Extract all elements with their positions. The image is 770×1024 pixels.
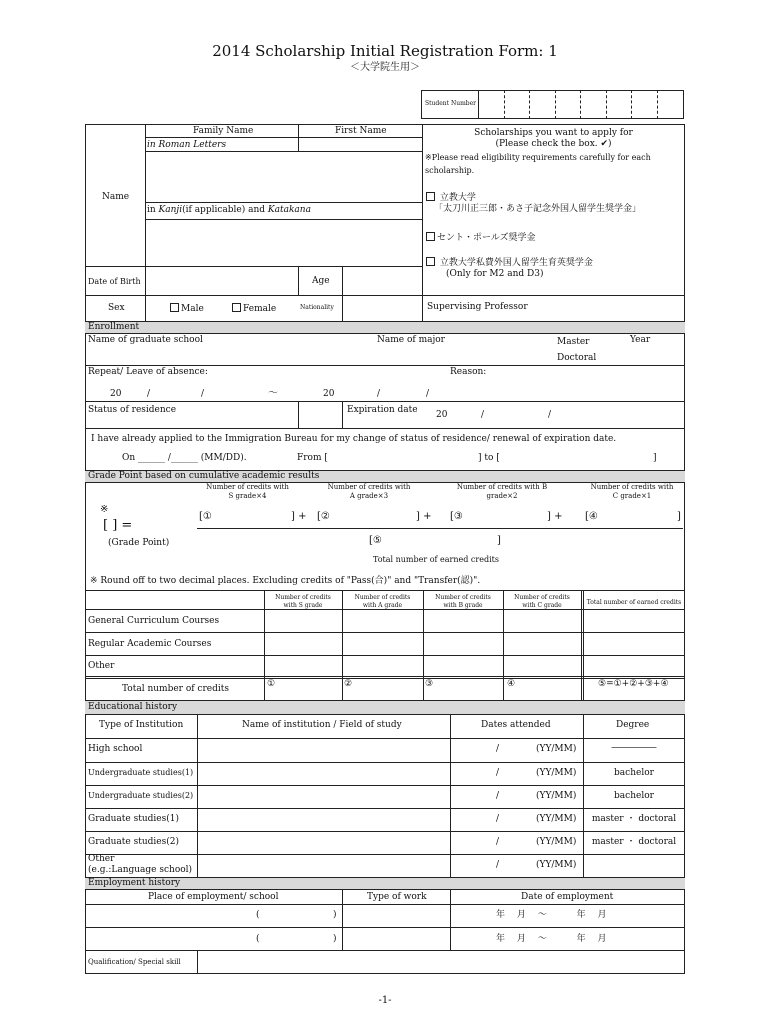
formula-c-close: ] <box>677 511 681 522</box>
expiration-year: 20 <box>436 410 448 420</box>
leave-year-end: 20 <box>323 389 335 399</box>
edu-row-3-yymm: (YY/MM) <box>536 791 577 801</box>
formula-a: [② <box>317 511 330 522</box>
page-title: 2014 Scholarship Initial Registration Form: 1 <box>212 42 558 60</box>
first-name-header: First Name <box>335 126 387 136</box>
fraction-line <box>197 528 683 529</box>
col-b: Number of credits with B grade <box>435 594 491 609</box>
edu-row-3-type: Undergraduate studies(2) <box>88 791 194 800</box>
leave-sep-4: / <box>426 389 430 399</box>
gpa-band-label: Grade Point based on cumulative academic results <box>88 471 320 481</box>
row-general: General Curriculum Courses <box>88 616 220 626</box>
grade-point-label: (Grade Point) <box>108 538 170 548</box>
qualification-label: Qualification/ Special skill <box>88 958 181 966</box>
total-earned-label: Total number of earned credits <box>373 555 499 564</box>
gpa-header-a: Number of credits with A grade×3 <box>327 483 411 500</box>
type-work-header: Type of work <box>367 892 427 902</box>
total-a: ② <box>344 679 353 689</box>
scholarship-note-2: scholarship. <box>425 166 475 175</box>
to-close: ] <box>653 453 657 463</box>
degree-header: Degree <box>616 720 650 730</box>
edu-row-5-degree: master ・ doctoral <box>591 837 677 847</box>
status-label: Status of residence <box>88 405 177 415</box>
total-c: ④ <box>507 679 516 689</box>
from-label: From [ <box>297 453 328 463</box>
sex-label: Sex <box>108 303 125 313</box>
gpa-header-c: Number of credits with C grade×1 <box>590 483 674 500</box>
edu-row-5-type: Graduate studies(2) <box>88 837 179 847</box>
leave-sep-3: / <box>377 389 381 399</box>
edu-row-1-slash: / <box>496 744 500 754</box>
gpa-header-b: Number of credits with B grade×2 <box>456 483 548 500</box>
dates-header: Dates attended <box>481 720 551 730</box>
edu-row-1-type: High school <box>88 744 143 754</box>
formula-a-close: ] + <box>416 511 432 522</box>
row-other: Other <box>88 661 115 671</box>
kanji-katakana-label: in Kanji(if applicable) and Katakana <box>147 205 311 215</box>
edu-row-4-yymm: (YY/MM) <box>536 814 577 824</box>
edu-row-2-yymm: (YY/MM) <box>536 768 577 778</box>
formula-s-close: ] + <box>291 511 307 522</box>
in-roman-label: in Roman Letters <box>147 140 227 150</box>
doctoral-label: Doctoral <box>557 353 597 363</box>
scholarship-check-note: (Please check the box. ✔) <box>495 139 612 149</box>
expiration-label: Expiration date <box>347 405 418 415</box>
emp-row-1-date: 年 月 ～ 年 月 <box>496 910 607 920</box>
formula-b-close: ] + <box>547 511 563 522</box>
enrollment-band-label: Enrollment <box>88 322 140 332</box>
emp-row-1-close: ) <box>333 910 337 920</box>
place-header: Place of employment/ school <box>148 892 279 902</box>
immigration-statement: I have already applied to the Immigration Bureau for my change of status of residence/ renewal of expiration date. <box>91 434 617 444</box>
edu-row-4-type: Graduate studies(1) <box>88 814 179 824</box>
edu-row-6-yymm: (YY/MM) <box>536 860 577 870</box>
nationality-label: Nationality <box>300 304 334 311</box>
major-label: Name of major <box>377 335 445 345</box>
edu-row-5-slash: / <box>496 837 500 847</box>
emp-row-2-date: 年 月 ～ 年 月 <box>496 934 607 944</box>
leave-year-start: 20 <box>110 389 122 399</box>
col-s: Number of credits with S grade <box>275 594 331 609</box>
gpa-result-bracket: [ ] = <box>103 518 133 533</box>
emp-row-2-open: ( <box>256 934 260 944</box>
student-number-label: Student Number <box>425 100 477 107</box>
formula-c: [④ <box>585 511 598 522</box>
page-subtitle: ＜大学院生用＞ <box>350 62 420 73</box>
col-total: Total number of earned credits <box>586 599 682 606</box>
to-label: ] to [ <box>478 453 500 463</box>
name-label: Name <box>102 192 130 202</box>
scholarship-note: ※Please read eligibility requirements carefully for each <box>425 153 651 162</box>
formula-b: [③ <box>450 511 463 522</box>
edu-row-3-degree: bachelor <box>614 791 654 801</box>
gpa-note-mark: ※ <box>100 504 109 515</box>
institution-header: Name of institution / Field of study <box>242 720 402 730</box>
expiration-sep-2: / <box>548 410 552 420</box>
employment-band-label: Employment history <box>88 878 181 888</box>
scholarship-option-1-name: 「太刀川正三郎・あさ子記念外国人留学生奨学金」 <box>434 204 642 214</box>
reason-label: Reason: <box>450 367 487 377</box>
master-label: Master <box>557 337 590 347</box>
expiration-sep-1: / <box>481 410 485 420</box>
scholarship-option-1[interactable]: 立教大学 <box>426 192 476 203</box>
edu-row-2-slash: / <box>496 768 500 778</box>
page-number: -1- <box>378 995 392 1006</box>
edu-row-6-slash: / <box>496 860 500 870</box>
round-note: ※ Round off to two decimal places. Excluding credits of "Pass(合)" and "Transfer(認)". <box>90 576 481 586</box>
edu-row-2-degree: bachelor <box>614 768 654 778</box>
edu-row-1-yymm: (YY/MM) <box>536 744 577 754</box>
total-b: ③ <box>425 679 434 689</box>
total-s: ① <box>267 679 276 689</box>
scholarship-option-3[interactable]: 立教大学私費外国人留学生育英奨学金 <box>426 257 593 268</box>
male-checkbox[interactable]: Male <box>170 303 204 314</box>
edu-row-4-degree: master ・ doctoral <box>591 814 677 824</box>
row-total: Total number of credits <box>122 684 229 694</box>
formula-s: [① <box>199 511 212 522</box>
formula-total-close: ] <box>497 535 501 546</box>
year-label: Year <box>630 335 651 345</box>
enrollment-band <box>85 321 685 334</box>
edu-row-3-slash: / <box>496 791 500 801</box>
applied-on-date: On ______ /______ (MM/DD). <box>122 453 247 463</box>
education-band-label: Educational history <box>88 702 178 712</box>
edu-row-4-slash: / <box>496 814 500 824</box>
leave-sep-2: / <box>201 389 205 399</box>
scholarship-option-2[interactable]: セント・ポールズ奨学金 <box>426 232 536 243</box>
edu-row-1-degree: ――――― <box>611 743 657 753</box>
family-name-header: Family Name <box>193 126 254 136</box>
gpa-header-s: Number of credits with S grade×4 <box>206 483 289 500</box>
row-regular: Regular Academic Courses <box>88 639 212 649</box>
leave-tilde: ～ <box>268 388 278 399</box>
emp-row-1-open: ( <box>256 910 260 920</box>
emp-row-2-close: ) <box>333 934 337 944</box>
edu-row-6-example: (e.g.:Language school) <box>88 865 193 875</box>
type-header: Type of Institution <box>99 720 184 730</box>
scholarship-option-3-note: (Only for M2 and D3) <box>446 269 544 279</box>
supervising-professor-label: Supervising Professor <box>427 302 528 312</box>
repeat-label: Repeat/ Leave of absence: <box>88 367 208 377</box>
col-c: Number of credits with C grade <box>514 594 570 609</box>
female-checkbox[interactable]: Female <box>232 303 276 314</box>
dob-label: Date of Birth <box>88 277 141 286</box>
edu-row-2-type: Undergraduate studies(1) <box>88 768 194 777</box>
grad-school-label: Name of graduate school <box>88 335 203 345</box>
edu-row-6-type: Other <box>88 854 115 864</box>
total-formula: ⑤=①+②+③+④ <box>598 679 669 689</box>
date-employment-header: Date of employment <box>521 892 614 902</box>
leave-sep-1: / <box>147 389 151 399</box>
formula-total: [⑤ <box>369 535 382 546</box>
col-a: Number of credits with A grade <box>354 594 411 609</box>
scholarship-header: Scholarships you want to apply for <box>474 128 633 138</box>
edu-row-5-yymm: (YY/MM) <box>536 837 577 847</box>
age-label: Age <box>312 276 330 286</box>
